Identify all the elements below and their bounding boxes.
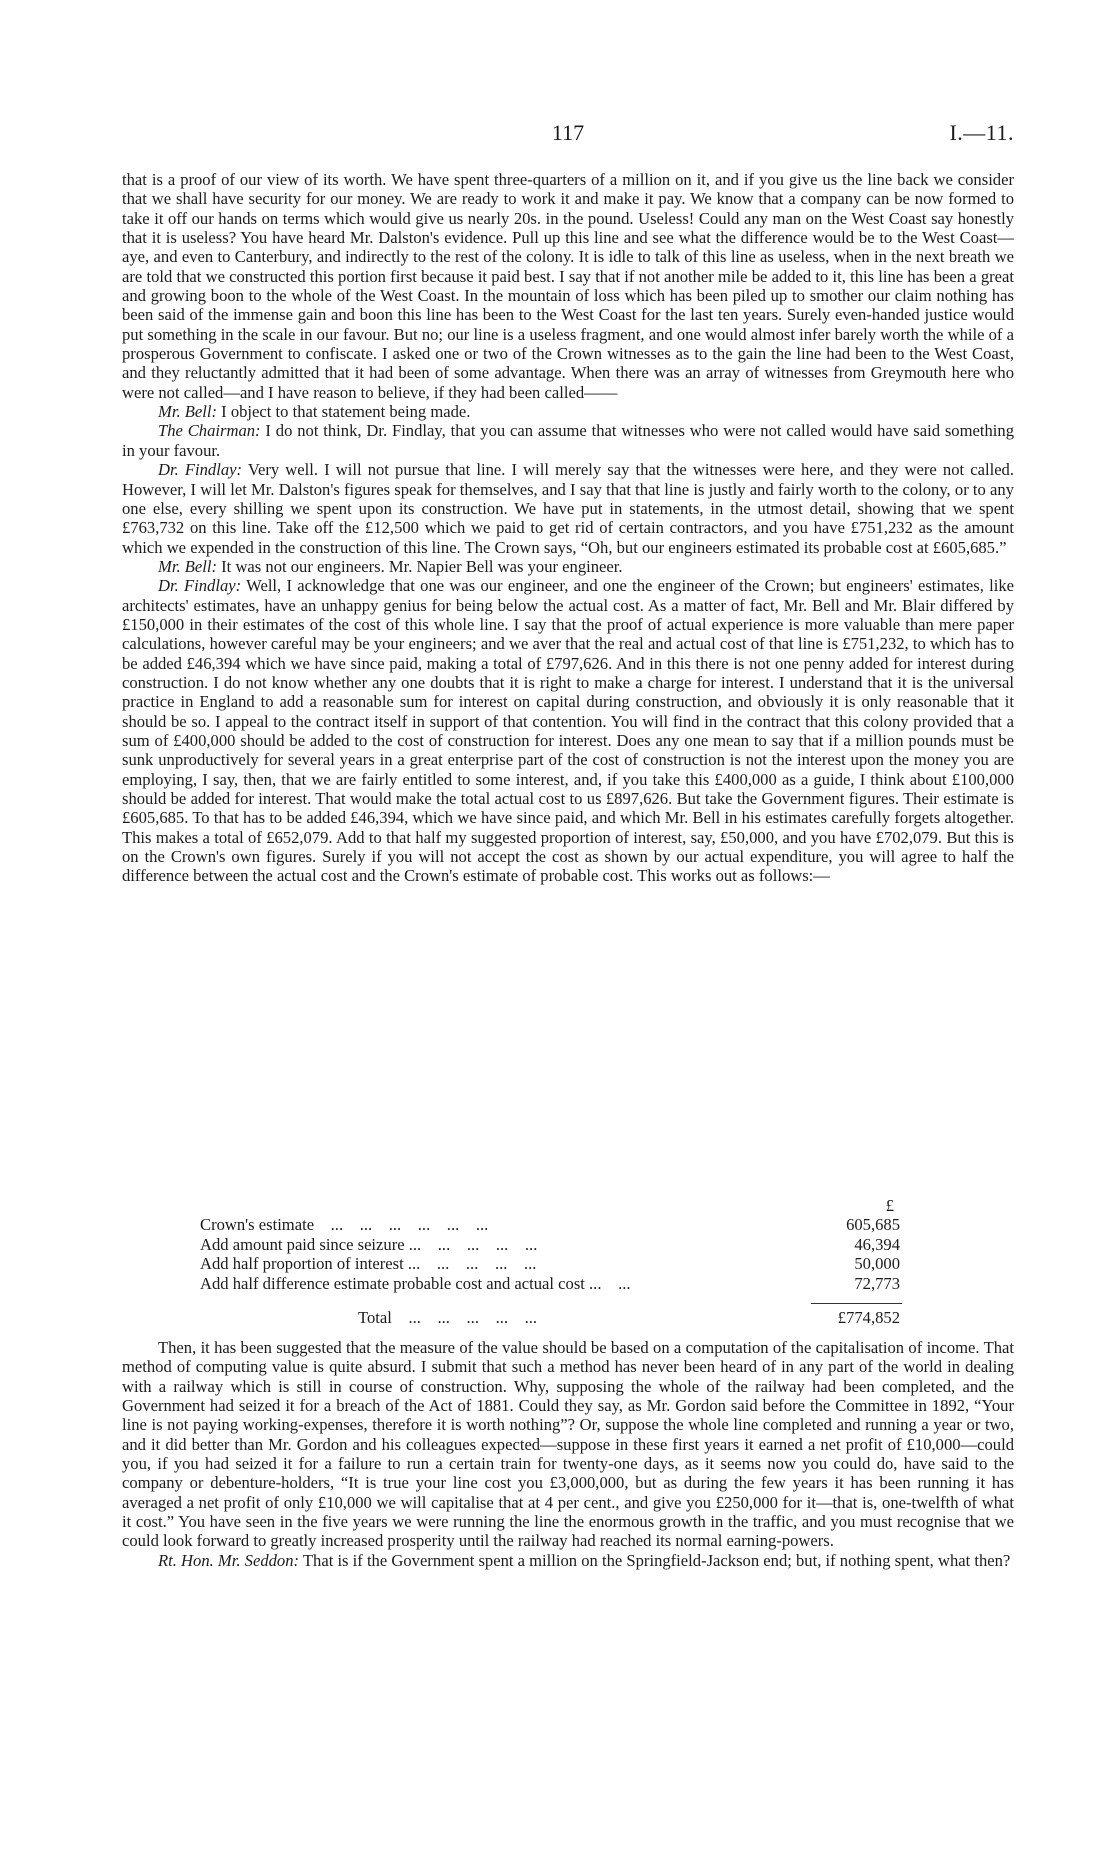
paragraph-text: I do not think, Dr. Findlay, that you can assume that witnesses who were not called would have said something in your favour. [122, 421, 1014, 460]
row-amount: 50,000 [854, 1254, 900, 1274]
table-row [200, 1254, 900, 1273]
paragraph-text: Very well. I will not pursue that line. I will merely say that the witnesses were here, and they were not called. However, I will let Mr. Dalston's figures speak for themselves, and I say that that line is justly and fairly worth to the colony, or to any one else, every shilling we spent upon its construction. We have put in statements, in the utmost detail, showing that we spent £763,732 on this line. Take off the £12,500 which we paid to get rid of certain contractors, and you have £751,232 as the amount which we expended in the construction of this line. The Crown says, “Oh, but our engineers estimated its probable cost at £605,685.” [122, 460, 1014, 557]
paragraph [122, 1551, 1014, 1570]
paragraph-text: that is a proof of our view of its worth. We have spent three-quarters of a million on it, and if you give us the line back we consider that we shall have security for our money. We are ready to work it and make it pay. We know that a company can be now formed to take it off our hands on terms which would give us nearly 20s. in the pound. Useless! Could any man on the West Coast say honestly that it is useless? You have heard Mr. Dalston's evidence. Pull up this line and see what the difference would be to the West Coast—aye, and even to Canterbury, and indirectly to the rest of the colony. It is idle to talk of this line as useless, when in the next breath we are told that we constructed this portion first because it paid best. I say that if not another mile be added to it, this line has been a great and growing boon to the whole of the West Coast. In the mountain of loss which has been piled up to smother our claim nothing has been said of the immense gain and boon this line has been to the West Coast for the last ten years. Surely even-handed justice would put something in the scale in our favour. But no; our line is a useless fragment, and one would almost infer barely worth the while of a prosperous Government to confiscate. I asked one or two of the Crown witnesses as to the gain the line had been to the West Coast, and they reluctantly admitted that it had been of some advantage. When there was an array of witnesses from Greymouth here who were not called—and I have reason to believe, if they had been called—— [122, 170, 1014, 402]
paragraph [122, 460, 1014, 557]
row-amount: 72,773 [854, 1273, 900, 1293]
paragraph-text: That is if the Government spent a million on the Springfield-Jackson end; but, if nothing spent, what then? [302, 1550, 1011, 1570]
total-row [200, 1308, 900, 1327]
paragraph-text: I object to that statement being made. [221, 402, 471, 422]
speaker-name: The Chairman: [158, 421, 261, 441]
speaker-name: Rt. Hon. Mr. Seddon: [158, 1550, 300, 1570]
paragraph [122, 576, 1014, 886]
paragraph-text: Well, I acknowledge that one was our engineer, and one the engineer of the Crown; but engineers' estimates, like architects' estimates, have an unhappy genius for being below the actual cost. As a matter of fact, Mr. Bell and Mr. Blair differed by £150,000 in their estimates of the cost of this whole line. I say that the proof of actual experience is more valuable than mere paper calculations, however careful may be your engineers; and we aver that the real and actual cost of that line is £751,232, to which has to be added £46,394 which we have since paid, making a total of £797,626. And in this there is not one penny added for interest during construction. I do not know whether any one doubts that it is right to make a charge for interest. I understand that it is the universal practice in England to add a reasonable sum for interest on capital during construction, and obviously it is only reasonable that it should be so. I appeal to the contract itself in support of that contention. You will find in the contract that this colony provided that a sum of £400,000 should be added to the cost of construction for interest. Does any one mean to say that if a million pounds must be sunk unproductively for several years in a great enterprise part of the cost of construction is not the interest upon the money you are employing, I say, then, that we are fairly entitled to some interest, and, if you take this £400,000 as a guide, I think about £100,000 should be added for interest. That would make the total actual cost to us £897,626. But take the Government figures. Their estimate is £605,685. To that has to be added £46,394, which we have since paid, and which Mr. Bell in his estimates carefully forgets altogether. This makes a total of £652,079. Add to that half my suggested proportion of interest, say, £50,000, and you have £702,079. But this is on the Crown's own figures. Surely if you will not accept the cost as shown by our actual expenditure, you will agree to half the difference between the actual cost and the Crown's estimate of probable cost. This works out as follows:— [122, 576, 1014, 886]
body-text-bottom [122, 1338, 1014, 1570]
document-reference: I.—11. [949, 120, 1014, 145]
paragraph-text: Then, it has been suggested that the measure of the value should be based on a computation of the capitalisation of income. That method of computing value is quite absurd. I submit that such a method has never been heard of in any part of the world in dealing with a railway which is still in course of construction. Why, supposing the whole of the railway had been completed, and the Government had seized it for a breach of the Act of 1881. Could they say, as Mr. Gordon said before the Committee in 1892, “Your line is not paying working-expenses, therefore it is worth nothing”? Or, suppose the whole line completed and running a year or two, and it did better than Mr. Gordon and his colleagues expected—suppose in these first years it earned a net profit of £10,000—could you, if you had seized it for a failure to run a certain train for twenty-one days, as it seems now you could do, have said to the company or debenture-holders, “It is true your line cost you £3,000,000, but as during the few years it has been running it has averaged a net profit of only £10,000 we will capitalise that at 4 per cent., and give you £250,000 for it—that is, one-twelfth of what it cost.” You have seen in the five years we were running the line the enormous growth in the traffic, and you must recognise that we could look forward to greatly increased prosperity until the railway had reached its normal earning-powers. [122, 1338, 1014, 1551]
total-amount: £774,852 [837, 1308, 900, 1328]
table-row [200, 1274, 900, 1293]
row-label: Add half difference estimate probable cost and actual cost ... ... [200, 1273, 631, 1293]
table-row [200, 1235, 900, 1254]
row-label: Add amount paid since seizure ... ... ... ... ... [200, 1234, 538, 1254]
page-number: 117 [551, 120, 585, 145]
speaker-name: Mr. Bell: [158, 402, 217, 422]
currency-symbol: £ [885, 1196, 894, 1215]
row-amount: 46,394 [854, 1234, 900, 1254]
speaker-name: Mr. Bell: [158, 556, 217, 576]
paragraph [122, 1338, 1014, 1551]
row-label: Add half proportion of interest ... ... ... ... ... [200, 1254, 537, 1274]
total-label: Total ... ... ... ... ... [358, 1308, 538, 1328]
row-amount: 605,685 [846, 1215, 900, 1235]
total-rule [811, 1303, 902, 1304]
speaker-name: Dr. Findlay: [158, 576, 242, 596]
paragraph [122, 402, 1014, 421]
paragraph-text: It was not our engineers. Mr. Napier Bell was your engineer. [221, 556, 623, 576]
cost-table [200, 1196, 900, 1327]
speaker-name: Dr. Findlay: [158, 460, 243, 480]
page-header [122, 120, 1014, 150]
row-label: Crown's estimate ... ... ... ... ... ... [200, 1215, 489, 1235]
paragraph [122, 557, 1014, 576]
paragraph [122, 170, 1014, 402]
paragraph [122, 421, 1014, 460]
table-row [200, 1215, 900, 1234]
body-text-top [122, 170, 1014, 886]
